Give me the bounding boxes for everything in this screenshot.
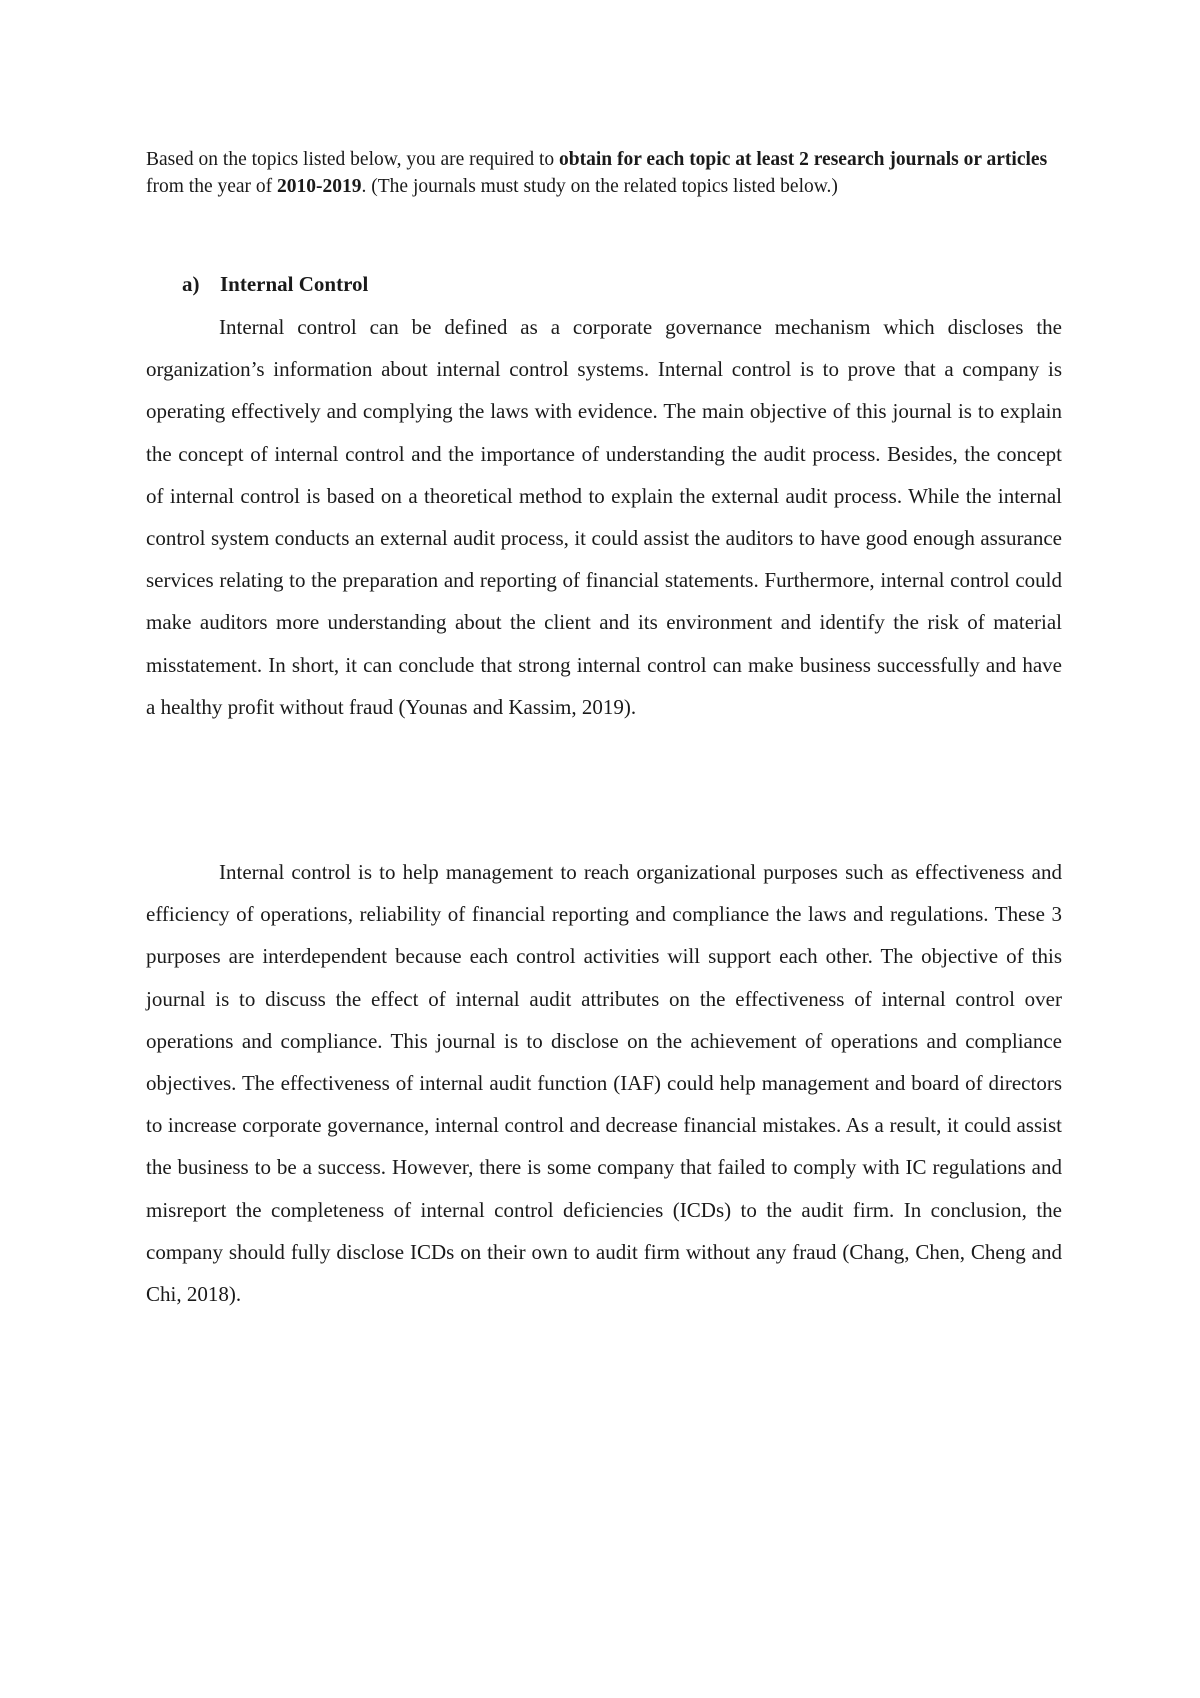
intro-text-2: from the year of [146, 176, 278, 197]
paragraph-2: Internal control is to help management to reach organizational purposes such as effectiveness and efficiency of operations, reliability of financial reporting and compliance the laws and regulations. These 3 purposes are interdependent because each control activities will support each other. The objective of this journal is to discuss the effect of internal audit attributes on the effectiveness of internal control over operations and compliance. This journal is to disclose on the achievement of operations and compliance objectives. The effectiveness of internal audit function (IAF) could help management and board of directors to increase corporate governance, internal control and decrease financial mistakes. As a result, it could assist the business to be a success. However, there is some company that failed to comply with IC regulations and misreport the completeness of internal control deficiencies (ICDs) to the audit firm. In conclusion, the company should fully disclose ICDs on their own to audit firm without any fraud (Chang, Chen, Cheng and Chi, 2018). [146, 860, 1062, 1307]
section-heading [182, 270, 368, 298]
intro-text-1: Based on the topics listed below, you are required to [146, 149, 560, 170]
section-marker: a) [182, 272, 200, 296]
intro-bold-requirement: obtain for each topic at least 2 research journals or articles [559, 149, 1048, 170]
intro-bold-years: 2010-2019 [277, 176, 362, 197]
intro-instructions [146, 146, 1062, 200]
intro-text-3: . (The journals must study on the related topics listed below.) [361, 176, 838, 197]
section-title: Internal Control [220, 272, 369, 296]
paragraph-1: Internal control can be defined as a corporate governance mechanism which discloses the organization’s information about internal control systems. Internal control is to prove that a company is operating effectively and complying the laws with evidence. The main objective of this journal is to explain the concept of internal control and the importance of understanding the audit process. Besides, the concept of internal control is based on a theoretical method to explain the external audit process. While the internal control system conducts an external audit process, it could assist the auditors to have good enough assurance services relating to the preparation and reporting of financial statements. Furthermore, internal control could make auditors more understanding about the client and its environment and identify the risk of material misstatement. In short, it can conclude that strong internal control can make business successfully and have a healthy profit without fraud (Younas and Kassim, 2019). [146, 315, 1062, 719]
